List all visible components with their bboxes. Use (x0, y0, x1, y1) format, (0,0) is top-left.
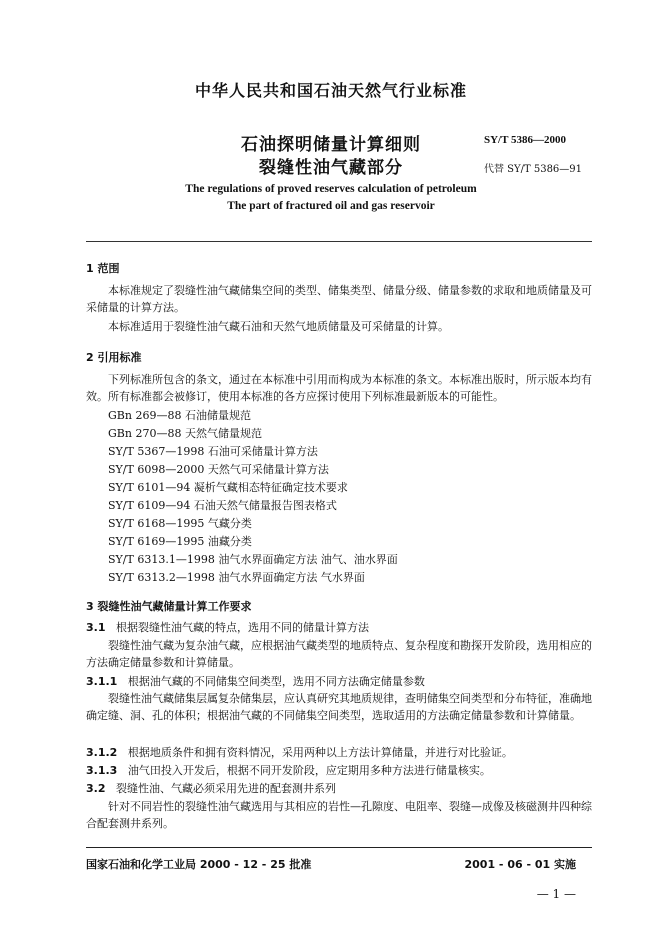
page-number: — 1 — (536, 887, 576, 901)
clause-text: 油气田投入开发后，根据不同开发阶段，应定期用多种方法进行储量核实。 (127, 764, 491, 777)
clause-3-1-3 (86, 762, 491, 779)
clause-3-1 (86, 619, 369, 636)
clause-title: 根据裂缝性油气藏的特点，选用不同的储量计算方法 (116, 621, 369, 634)
clause-number: 3.1.1 (86, 675, 118, 688)
header-divider (86, 241, 592, 242)
section1-paragraph2: 本标准适用于裂缝性油气藏石油和天然气地质储量及可采储量的计算。 (108, 320, 449, 333)
clause-3-1-body: 裂缝性油气藏为复杂油气藏，应根据油气藏类型的地质特点、复杂程度和勘探开发阶段，选用相应的方法确定储量参数和计算储量。 (86, 639, 592, 669)
clause-title: 根据油气藏的不同储集空间类型，选用不同方法确定储量参数 (127, 675, 425, 688)
clause-number: 3.1.3 (86, 764, 118, 777)
clause-number: 3.1.2 (86, 746, 118, 759)
english-title-line1: The regulations of proved reserves calculation of petroleum (185, 183, 477, 195)
reference-item: SY/T 5367—1998 石油可采储量计算方法 (108, 445, 318, 458)
reference-item: SY/T 6109—94 石油天然气储量报告图表格式 (108, 499, 337, 512)
reference-item: SY/T 6169—1995 油藏分类 (108, 535, 252, 548)
publisher-title: 中华人民共和国石油天然气行业标准 (194, 81, 467, 100)
clause-3-1-2 (86, 744, 513, 761)
clause-title: 裂缝性油、气藏必须采用先进的配套测井系列 (116, 782, 336, 795)
clause-number: 3.1 (86, 621, 106, 634)
clause-3-2-body: 针对不同岩性的裂缝性油气藏选用与其相应的岩性—孔隙度、电阻率、裂缝—成像及核磁测井四种综合配套测井系列。 (86, 800, 592, 830)
clause-3-2 (86, 780, 336, 797)
section1-heading: 1 范围 (86, 262, 120, 275)
section2-heading: 2 引用标准 (86, 351, 142, 364)
clause-number: 3.2 (86, 782, 106, 795)
clause-3-1-1 (86, 673, 425, 690)
reference-item: SY/T 6313.1—1998 油气水界面确定方法 油气、油水界面 (108, 553, 398, 566)
english-title-line2: The part of fractured oil and gas reservoir (227, 200, 435, 212)
section3-heading: 3 裂缝性油气藏储量计算工作要求 (86, 600, 252, 613)
reference-item: SY/T 6313.2—1998 油气水界面确定方法 气水界面 (108, 571, 365, 584)
section2-paragraph1: 下列标准所包含的条文，通过在本标准中引用而构成为本标准的条文。本标准出版时，所示版本均有效。所有标准都会被修订，使用本标准的各方应探讨使用下列标准最新版本的可能性。 (86, 373, 592, 403)
implementation-date: 2001 - 06 - 01 实施 (464, 858, 576, 871)
standard-code: SY/T 5386—2000 (484, 134, 567, 146)
footer-divider (86, 847, 592, 848)
reference-item: GBn 270—88 天然气储量规范 (108, 427, 262, 440)
standard-title-line1: 石油探明储量计算细则 (241, 135, 421, 155)
reference-item: SY/T 6101—94 凝析气藏相态特征确定技术要求 (108, 481, 348, 494)
reference-item: SY/T 6168—1995 气藏分类 (108, 517, 252, 530)
section1-paragraph1: 本标准规定了裂缝性油气藏储集空间的类型、储集类型、储量分级、储量参数的求取和地质储量及可采储量的计算方法。 (86, 284, 592, 314)
clause-text: 根据地质条件和拥有资料情况，采用两种以上方法计算储量，并进行对比验证。 (127, 746, 513, 759)
reference-item: SY/T 6098—2000 天然气可采储量计算方法 (108, 463, 329, 476)
clause-3-1-1-body: 裂缝性油气藏储集层属复杂储集层，应认真研究其地质规律，查明储集空间类型和分布特征，准确地确定缝、洞、孔的体积；根据油气藏的不同储集空间类型，选取适用的方法确定储量参数和计算储量。 (86, 692, 592, 722)
standard-title-line2: 裂缝性油气藏部分 (259, 158, 403, 178)
reference-item: GBn 269—88 石油储量规范 (108, 409, 251, 422)
replaces-code: 代替 SY/T 5386—91 (484, 164, 583, 175)
approval-date: 国家石油和化学工业局 2000 - 12 - 25 批准 (86, 858, 312, 871)
